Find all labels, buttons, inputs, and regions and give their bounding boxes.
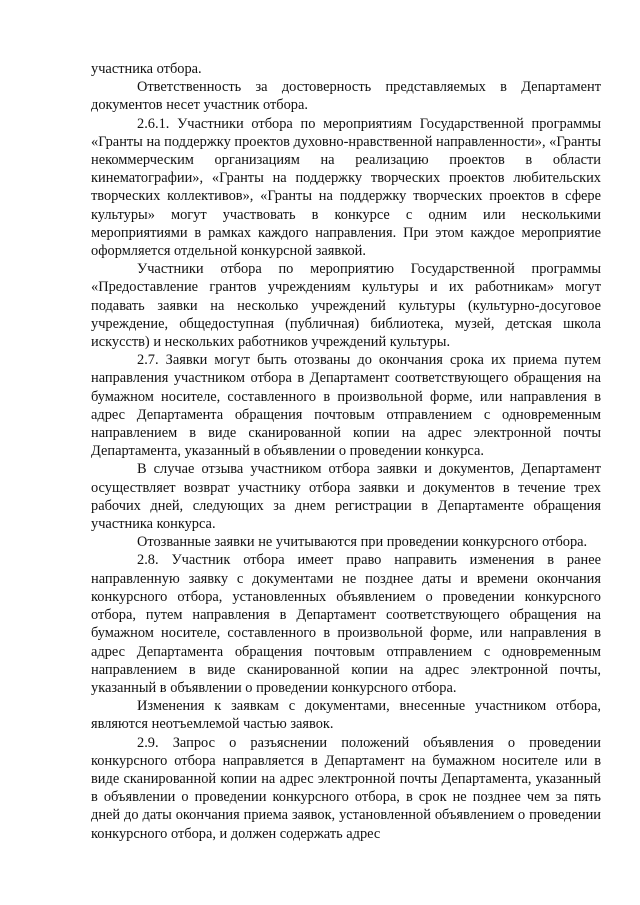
paragraph-responsibility: Ответственность за достоверность представляемых в Департамент документов несет участник отбора. bbox=[91, 79, 601, 114]
paragraph-withdrawn-not-counted: Отозванные заявки не учитываются при проведении конкурсного отбора. bbox=[137, 534, 588, 551]
paragraph-2-7: 2.7. Заявки могут быть отозваны до окончания срока их приема путем направления участником отбора в Департамент соответствующего обращения на бумажном носителе, составленного в произвольной форме, или направления в адрес Департамента обращения почтовым отправлением с одновременным направлением в виде сканированной копии на адрес электронной почты Департамента, указанный в объявлении о проведении конкурса. bbox=[91, 352, 601, 460]
paragraph-2-9: 2.9. Запрос о разъяснении положений объявления о проведении конкурсного отбора направляется в Департамент на бумажном носителе или в виде сканированной копии на адрес электронной почты Департамента, указанный в объявлении о проведении конкурсного отбора, в срок не позднее чем за пять дней до даты окончания приема заявок, установленной объявлением о проведении конкурсного отбора, и должен содержать адрес bbox=[91, 734, 601, 842]
paragraph-withdrawal-return: В случае отзыва участником отбора заявки и документов, Департамент осуществляет возврат участнику отбора заявки и документов в течение трех рабочих дней, следующих за днем регистрации в Департаменте обращения участника конкурса. bbox=[91, 461, 601, 533]
paragraph-changes-integral: Изменения к заявкам с документами, внесенные участником отбора, являются неотъемлемой частью заявок. bbox=[91, 698, 601, 733]
paragraph-continuation: участника отбора. bbox=[91, 61, 202, 77]
paragraph-2-8: 2.8. Участник отбора имеет право направить изменения в ранее направленную заявку с документами не позднее даты и времени окончания конкурсного отбора, установленных объявлением о проведении конкурсного отбора, путем направления в Департамент соответствующего обращения на бумажном носителе, составленного в произвольной форме, или направления в адрес Департамента обращения почтовым отправлением с одновременным направлением в виде сканированной копии на адрес электронной почты, указанный в объявлении о проведении конкурсного отбора. bbox=[91, 552, 601, 696]
paragraph-2-6-1: 2.6.1. Участники отбора по мероприятиям Государственной программы «Гранты на поддержку проектов духовно-нравственной направленности», «Гранты некоммерческим организациям на реализацию проектов в области кинематографии», «Гранты на поддержку творческих проектов любительских творческих коллективов», «Гранты на поддержку творческих проектов в сфере культуры» могут участвовать в конкурсе с одним или несколькими мероприятиями в рамках каждого направления. При этом каждое мероприятие оформляется отдельной конкурсной заявкой. bbox=[91, 115, 601, 260]
document-page bbox=[91, 60, 601, 843]
paragraph-culture-institutions: Участники отбора по мероприятию Государственной программы «Предоставление грантов учреждениям культуры и их работникам» могут подавать заявки на несколько учреждений культуры (культурно-досуговое учреждение, общедоступная (публичная) библиотека, музей, детская школа искусств) и нескольких работников учреждений культуры. bbox=[91, 261, 601, 351]
